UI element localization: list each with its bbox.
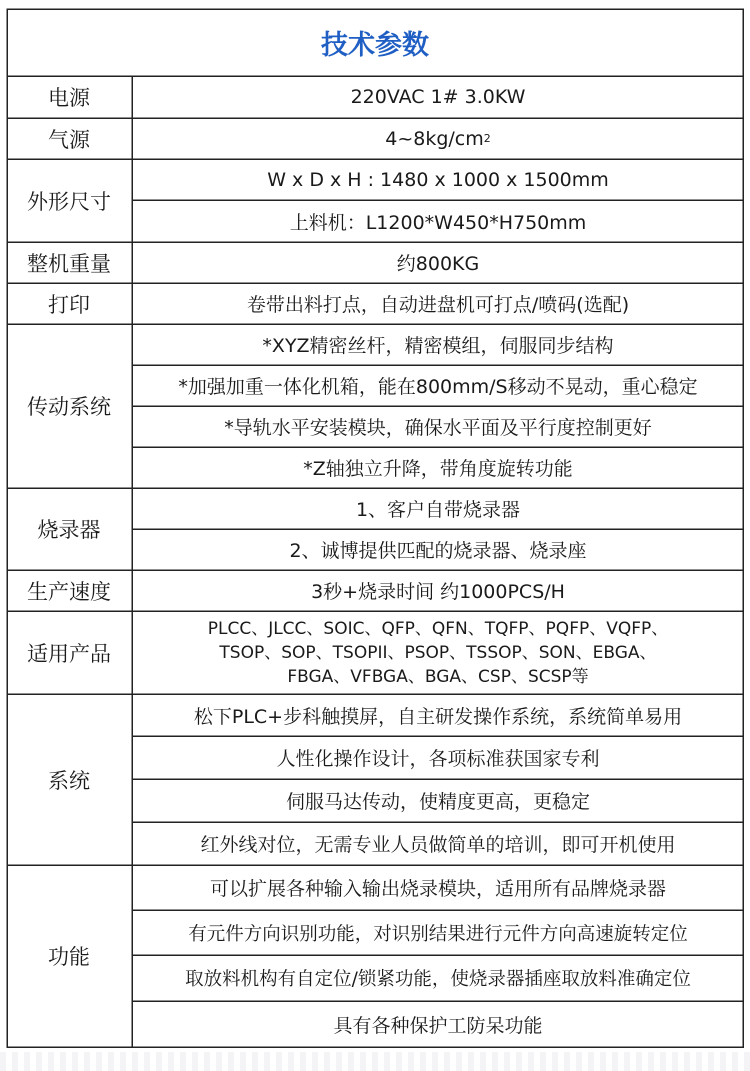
value-speed: 3秒+烧录时间 约1000PCS/H [311, 581, 565, 603]
label-speed: 生产速度 [27, 579, 111, 604]
value-air [132, 118, 744, 159]
page-title: 技术参数 [321, 29, 429, 61]
value-functions-3: 取放料机构有自定位/锁紧功能，使烧录器插座取放料准确定位 [185, 969, 691, 990]
value-air-main: 4~8kg/cm [385, 127, 484, 150]
label-air: 气源 [48, 127, 90, 152]
value-transmission-2: *加强加重一体化机箱，能在800mm/S移动不晃动，重心稳定 [178, 376, 698, 398]
value-system-2: 人性化操作设计，各项标准获国家专利 [276, 748, 600, 770]
products-line-2: TSOP、SOP、TSOPII、PSOP、TSSOP、SON、EBGA、 [219, 642, 657, 663]
value-functions-1: 可以扩展各种输入输出烧录模块，适用所有品牌烧录器 [209, 878, 666, 900]
label-power: 电源 [48, 86, 90, 110]
value-transmission-4: *Z轴独立升降，带角度旋转功能 [303, 458, 573, 480]
value-programmer-2: 2、诚博提供匹配的烧录器、烧录座 [289, 540, 587, 562]
value-functions-4: 具有各种保护工防呆功能 [333, 1014, 543, 1037]
value-weight: 约800KG [396, 253, 480, 275]
value-transmission-3: *导轨水平安装模块，确保水平面及平行度控制更好 [224, 417, 652, 439]
label-system: 系统 [48, 768, 90, 793]
footer-pattern [0, 1052, 750, 1071]
value-power: 220VAC 1# 3.0KW [350, 86, 526, 108]
label-weight: 整机重量 [27, 251, 111, 276]
label-programmer: 烧录器 [37, 518, 101, 542]
label-dimensions: 外形尺寸 [27, 189, 111, 214]
value-air-sup: 2 [483, 132, 491, 145]
value-programmer-1: 1、客户自带烧录器 [355, 499, 521, 521]
value-system-3: 伺服马达传动，使精度更高，更稳定 [285, 791, 590, 813]
value-system-4: 红外线对位，无需专业人员做简单的培训，即可开机使用 [200, 834, 676, 856]
value-products [132, 611, 744, 694]
label-products: 适用产品 [27, 641, 111, 666]
label-print: 打印 [48, 292, 90, 317]
products-line-3: FBGA、VFBGA、BGA、CSP、SCSP等 [287, 666, 589, 687]
value-dimensions-1: W x D x H : 1480 x 1000 x 1500mm [267, 168, 609, 191]
value-system-1: 松下PLC+步科触摸屏，自主研发操作系统，系统简单易用 [193, 705, 683, 728]
value-print: 卷带出料打点，自动进盘机可打点/喷码(选配) [246, 294, 630, 316]
label-transmission: 传动系统 [27, 395, 111, 419]
value-transmission-1: *XYZ精密丝杆，精密模组，伺服同步结构 [262, 335, 614, 357]
spec-table [6, 8, 744, 1048]
products-line-1: PLCC、JLCC、SOIC、QFP、QFN、TQFP、PQFP、VQFP、 [207, 618, 669, 639]
label-functions: 功能 [48, 945, 90, 969]
value-functions-2: 有元件方向识别功能，对识别结果进行元件方向高速旋转定位 [188, 923, 688, 945]
value-dimensions-2: 上料机：L1200*W450*H750mm [289, 211, 587, 234]
